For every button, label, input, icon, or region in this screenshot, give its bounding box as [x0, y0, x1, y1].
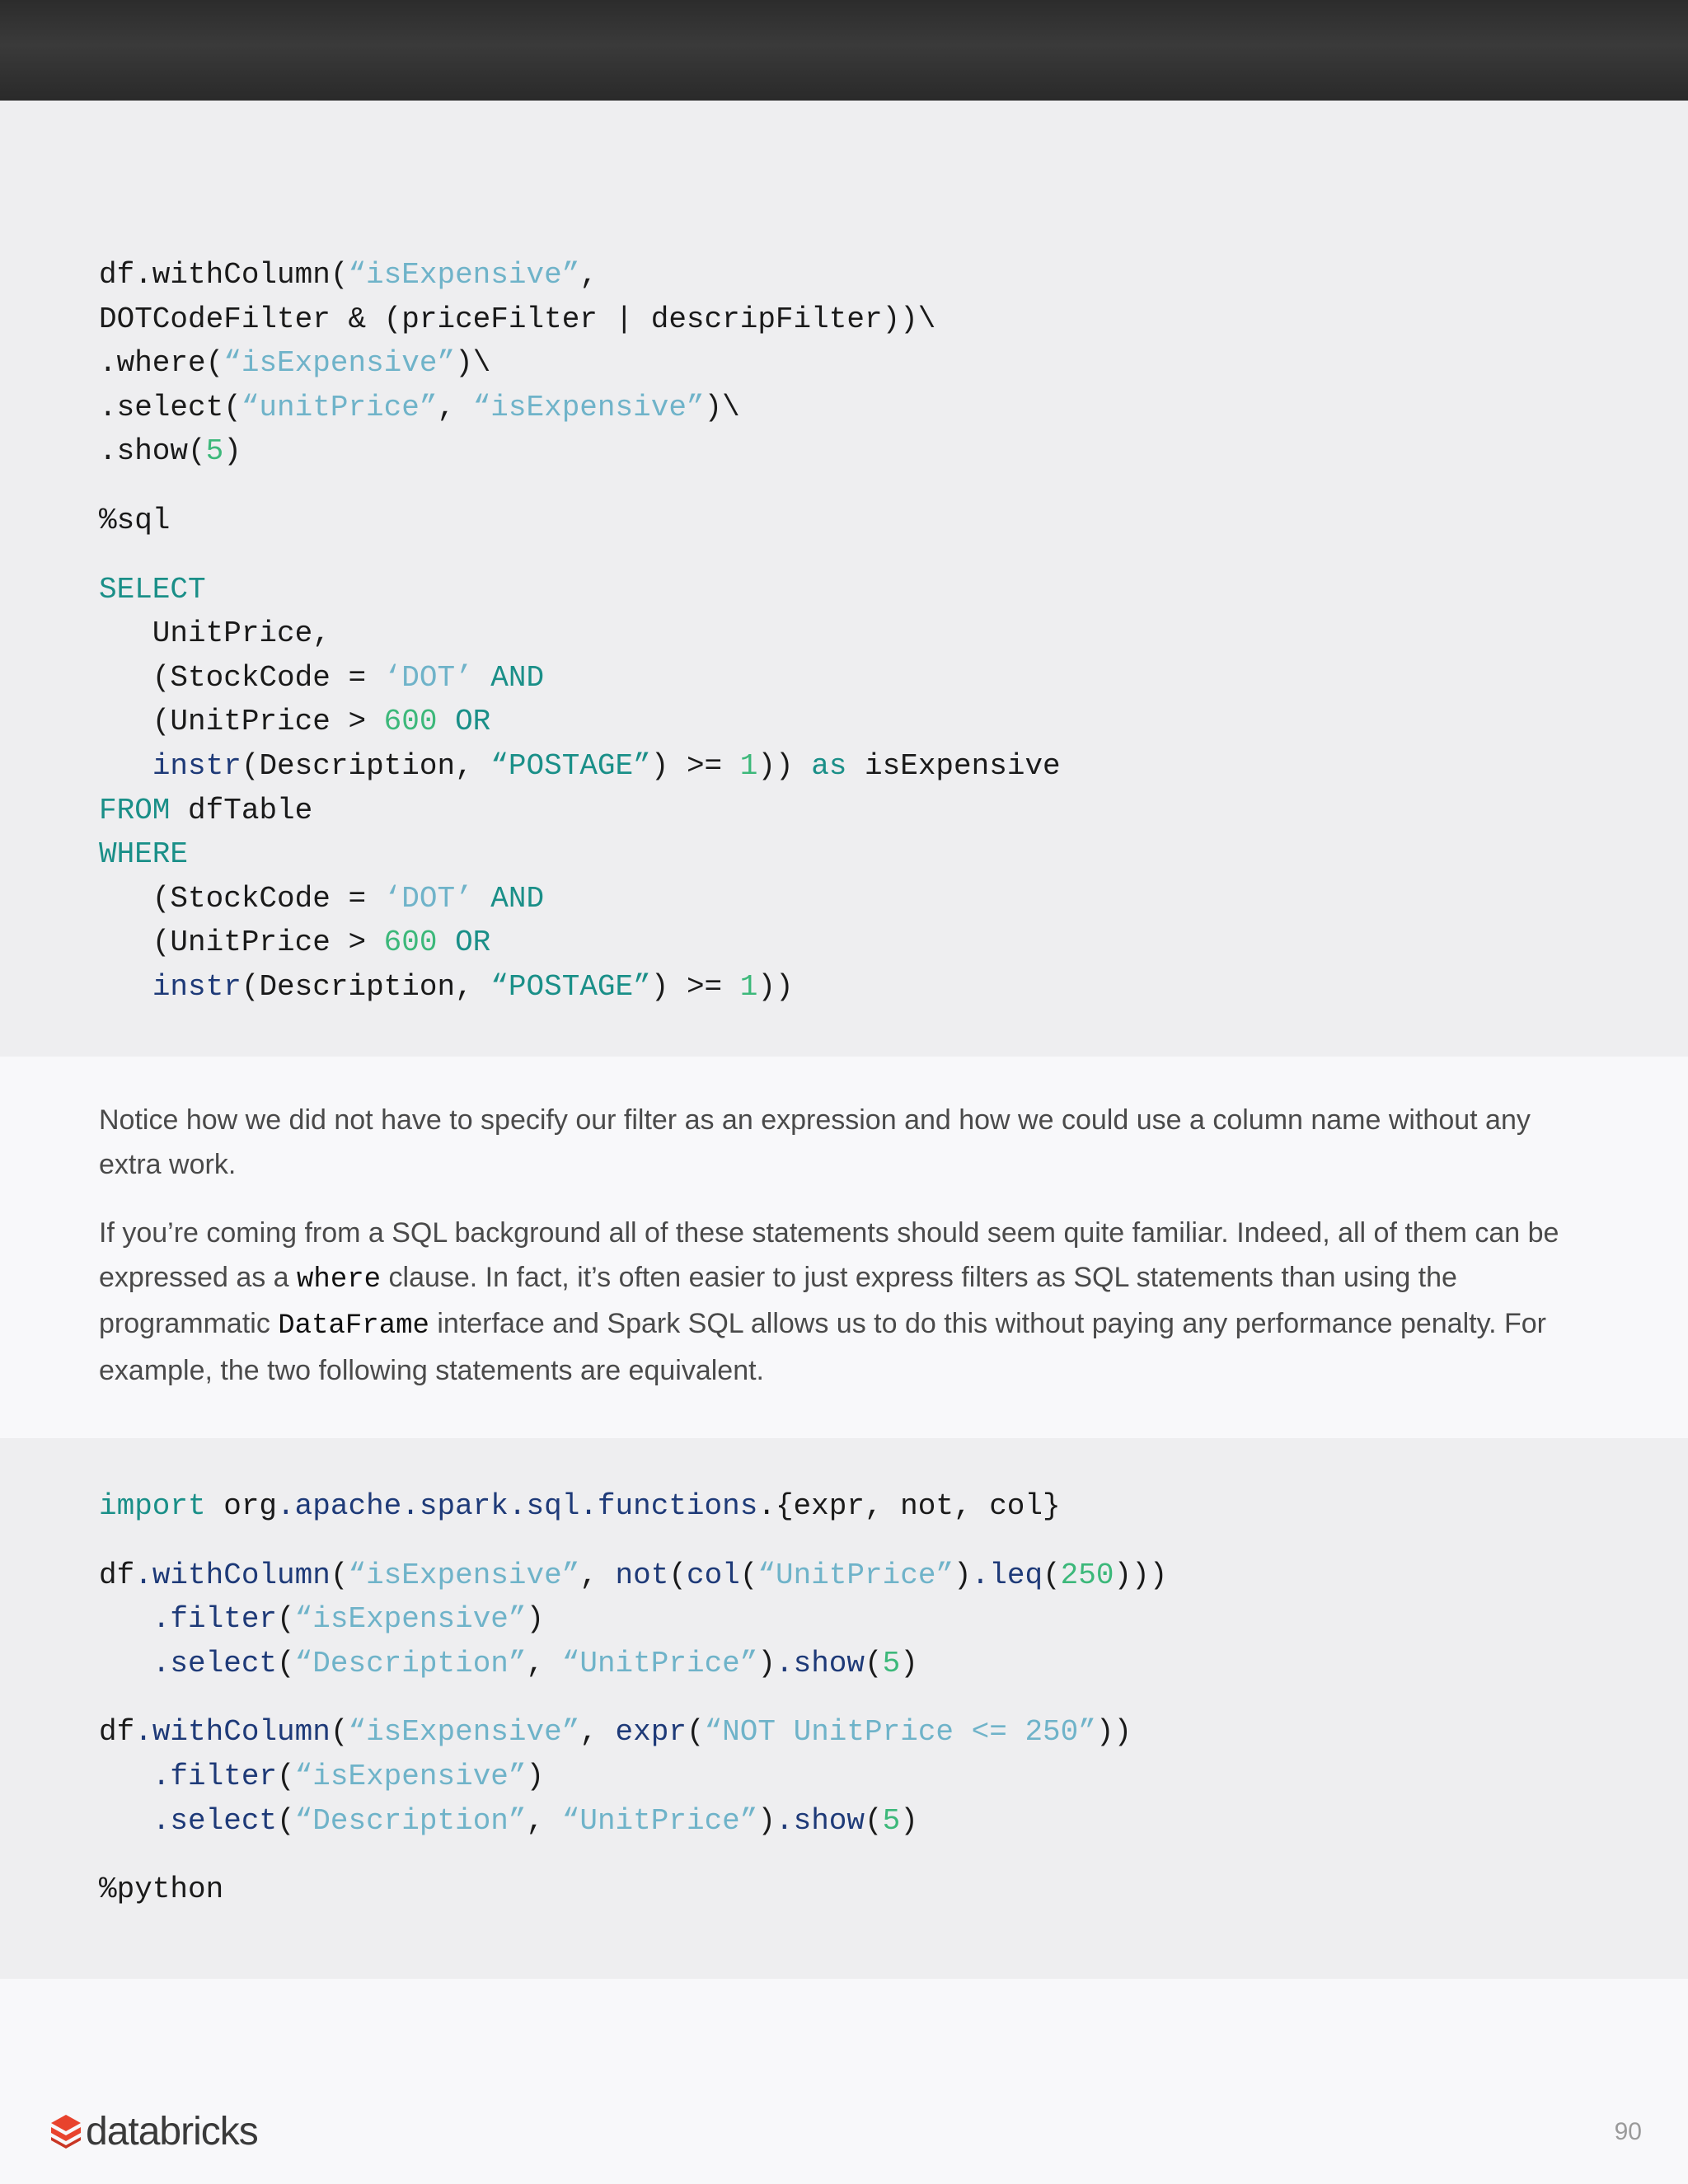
- code-token: (: [739, 1558, 758, 1592]
- code-token: import: [99, 1489, 206, 1523]
- code-token: .withColumn: [134, 1715, 331, 1750]
- code-token: ,: [526, 1646, 562, 1680]
- code-token: (: [668, 1558, 687, 1592]
- code-token: .filter: [152, 1759, 278, 1793]
- code-token: “isExpensive”: [348, 258, 580, 292]
- code-token: org: [205, 1489, 278, 1523]
- code-token: “Description”: [294, 1803, 527, 1838]
- code-token: 1: [739, 969, 758, 1004]
- code-token: UnitPrice,: [99, 616, 331, 651]
- header-band: [0, 0, 1688, 101]
- code-token: (Description,: [241, 748, 491, 783]
- code-token: ): [223, 434, 241, 469]
- code-token: WHERE: [99, 837, 189, 872]
- code-token: ): [757, 1803, 776, 1838]
- code-line: [99, 965, 1061, 1010]
- code-token: ,: [579, 1558, 616, 1592]
- code-token: [99, 1602, 152, 1636]
- code-token: .select(: [99, 390, 241, 424]
- code-line: [99, 877, 1061, 921]
- code-line: [99, 1868, 1167, 1912]
- code-token: 250: [1060, 1558, 1114, 1592]
- code-token: ,: [437, 390, 473, 424]
- code-token: .apache.spark.sql.functions: [277, 1489, 758, 1523]
- code-token: (UnitPrice >: [99, 705, 384, 739]
- code-token: ,: [579, 1715, 616, 1750]
- code-token: “POSTAGE”: [490, 969, 651, 1004]
- code-line: [99, 789, 1061, 833]
- paragraph-2-text-c: interface and Spark SQL allows us to do this without paying any performance penalty. For example, the two following statements are equivalent.: [99, 1308, 1546, 1386]
- code-token: “NOT UnitPrice <= 250”: [704, 1715, 1096, 1750]
- code-token: “isExpensive”: [348, 1715, 580, 1750]
- code-line: [99, 1755, 1167, 1799]
- code-token: .show: [775, 1646, 865, 1680]
- code-token: [99, 749, 152, 783]
- code-token: ‘DOT’: [383, 660, 473, 695]
- code-token: ,: [579, 258, 598, 292]
- code-token: (: [865, 1803, 883, 1838]
- code-line-gap: [99, 1685, 1167, 1710]
- code-token: SELECT: [99, 572, 206, 607]
- code-panel-2: [0, 1438, 1688, 1979]
- code-token: )): [757, 969, 794, 1004]
- code-token: AND: [490, 881, 545, 916]
- code-token: isExpensive: [846, 748, 1061, 783]
- code-token: instr: [152, 748, 241, 783]
- code-token: (StockCode =: [99, 881, 384, 916]
- code-token: FROM: [99, 793, 171, 827]
- code-token: 600: [383, 926, 438, 960]
- code-token: )\: [704, 390, 740, 424]
- code-token: (UnitPrice >: [99, 926, 384, 960]
- code-token: df: [99, 1715, 135, 1750]
- code-token: [99, 1804, 152, 1838]
- code-block-2: [99, 1484, 1167, 1912]
- code-token: (: [865, 1646, 883, 1680]
- code-token: %python: [99, 1872, 224, 1907]
- code-line: [99, 700, 1061, 744]
- code-line-gap: [99, 1843, 1167, 1868]
- code-token: df.withColumn(: [99, 258, 349, 292]
- code-line: [99, 429, 1061, 474]
- code-token: ))): [1114, 1558, 1168, 1592]
- inline-code-dataframe: DataFrame: [278, 1310, 429, 1342]
- code-token: (: [277, 1602, 295, 1637]
- code-line-gap: [99, 1529, 1167, 1554]
- code-token: .withColumn: [134, 1558, 331, 1592]
- code-token: .select: [152, 1803, 278, 1838]
- code-line: [99, 499, 1061, 543]
- code-token: (: [330, 1715, 349, 1750]
- inline-code-where: where: [297, 1263, 382, 1296]
- code-token: )): [757, 748, 812, 783]
- code-line-gap: [99, 543, 1061, 568]
- code-token: 5: [882, 1646, 901, 1680]
- code-token: .where(: [99, 346, 224, 381]
- code-token: [473, 661, 491, 695]
- code-token: [99, 1760, 152, 1793]
- databricks-logo: [49, 2107, 258, 2156]
- code-token: .filter: [152, 1602, 278, 1637]
- code-line: [99, 386, 1061, 430]
- code-token: 5: [205, 434, 224, 469]
- code-token: ) >=: [650, 969, 740, 1004]
- code-line: [99, 656, 1061, 701]
- code-token: “Description”: [294, 1646, 527, 1680]
- code-token: )): [1095, 1715, 1132, 1750]
- paragraph-2: [99, 1212, 1599, 1393]
- code-block-1: [99, 253, 1061, 1010]
- code-token: “isExpensive”: [348, 1558, 580, 1592]
- code-token: ,: [526, 1803, 562, 1838]
- code-token: (Description,: [241, 969, 491, 1004]
- code-token: [473, 882, 491, 916]
- code-token: expr: [615, 1715, 687, 1750]
- code-token: as: [811, 748, 847, 783]
- code-token: “UnitPrice”: [757, 1558, 954, 1592]
- code-token: 1: [739, 748, 758, 783]
- paragraph-2-text-b: clause. In fact, it’s often easier to just express filters as SQL statements than using the programmatic: [99, 1261, 1457, 1339]
- page-number: 90: [1614, 2118, 1642, 2145]
- code-token: [437, 926, 455, 959]
- code-line: [99, 341, 1061, 386]
- code-token: ) >=: [650, 748, 740, 783]
- code-line: [99, 253, 1061, 298]
- code-token: .select: [152, 1646, 278, 1680]
- code-line: [99, 1554, 1167, 1598]
- code-token: (: [686, 1715, 705, 1750]
- code-token: 5: [882, 1803, 901, 1838]
- databricks-logo-icon: [49, 2113, 82, 2149]
- code-token: .show: [775, 1803, 865, 1838]
- code-token: (StockCode =: [99, 660, 384, 695]
- code-token: “UnitPrice”: [561, 1803, 758, 1838]
- code-line: [99, 1484, 1167, 1529]
- code-token: %sql: [99, 503, 171, 537]
- code-panel-1: [0, 101, 1688, 1057]
- code-line-gap: [99, 474, 1061, 499]
- code-token: “isExpensive”: [223, 346, 456, 381]
- code-token: dfTable: [170, 793, 313, 827]
- code-line: [99, 832, 1061, 877]
- code-line: [99, 744, 1061, 789]
- code-token: OR: [455, 926, 491, 960]
- code-token: AND: [490, 660, 545, 695]
- code-token: .{expr, not, col}: [757, 1489, 1061, 1523]
- code-line: [99, 298, 1061, 342]
- code-token: [437, 705, 455, 738]
- code-token: instr: [152, 969, 241, 1004]
- code-line: [99, 1642, 1167, 1686]
- code-token: )\: [455, 346, 491, 381]
- code-line: [99, 612, 1061, 656]
- code-token: (: [330, 1558, 349, 1592]
- code-token: “isExpensive”: [472, 390, 705, 424]
- paragraph-2-text-a: If you’re coming from a SQL background all of these statements should seem quite familiar. Indeed, all of them can be expressed as a: [99, 1217, 1559, 1293]
- code-token: “unitPrice”: [241, 390, 438, 424]
- code-token: ‘DOT’: [383, 881, 473, 916]
- code-token: ): [757, 1646, 776, 1680]
- code-token: “POSTAGE”: [490, 748, 651, 783]
- code-token: .show(: [99, 434, 206, 469]
- code-token: (: [277, 1759, 295, 1793]
- code-token: “isExpensive”: [294, 1602, 527, 1637]
- code-line: [99, 1597, 1167, 1642]
- paragraph-1: Notice how we did not have to specify our filter as an expression and how we could use a column name without any extra work.: [99, 1104, 1531, 1180]
- code-token: .leq: [971, 1558, 1043, 1592]
- code-token: df: [99, 1558, 135, 1592]
- code-token: ): [954, 1558, 972, 1592]
- code-token: [99, 970, 152, 1004]
- code-line: [99, 1799, 1167, 1844]
- code-line: [99, 921, 1061, 965]
- code-token: ): [900, 1646, 918, 1680]
- code-token: 600: [383, 705, 438, 739]
- code-token: ): [526, 1759, 545, 1793]
- code-token: [99, 1647, 152, 1680]
- code-token: (: [277, 1646, 295, 1680]
- code-line: [99, 568, 1061, 612]
- code-token: (: [1043, 1558, 1061, 1592]
- code-token: ): [900, 1803, 918, 1838]
- code-token: DOTCodeFilter & (priceFilter | descripFilter))\: [99, 302, 936, 336]
- code-token: col: [686, 1558, 740, 1592]
- code-token: (: [277, 1803, 295, 1838]
- code-token: not: [615, 1558, 669, 1592]
- code-token: OR: [455, 705, 491, 739]
- logo-wordmark: databricks: [86, 2109, 258, 2154]
- code-token: “UnitPrice”: [561, 1646, 758, 1680]
- code-token: “isExpensive”: [294, 1759, 527, 1793]
- code-token: ): [526, 1602, 545, 1637]
- code-line: [99, 1710, 1167, 1755]
